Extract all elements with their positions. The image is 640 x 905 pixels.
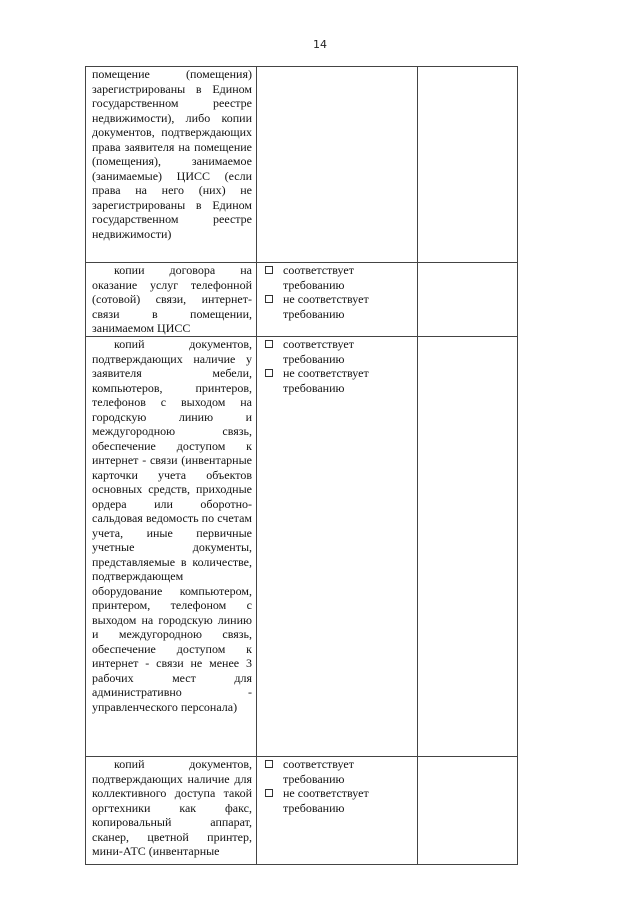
option-label: не соответствует требованию [283, 786, 369, 815]
option-complies [263, 337, 413, 366]
checkbox-not-complies[interactable] [265, 369, 273, 377]
option-not-complies [263, 366, 413, 395]
option-complies [263, 263, 413, 292]
checkbox-complies[interactable] [265, 266, 273, 274]
compliance-options [257, 263, 417, 321]
requirements-table [85, 66, 518, 865]
option-label: соответствует требованию [283, 337, 354, 366]
checkbox-not-complies[interactable] [265, 789, 273, 797]
table-row [86, 263, 518, 337]
option-label: соответствует требованию [283, 263, 354, 292]
compliance-options [257, 337, 417, 395]
option-label: соответствует требованию [283, 757, 354, 786]
option-label: не соответствует требованию [283, 292, 369, 321]
table-row [86, 337, 518, 757]
checkbox-complies[interactable] [265, 760, 273, 768]
checkbox-not-complies[interactable] [265, 295, 273, 303]
table-row [86, 757, 518, 865]
page-number: 14 [313, 38, 327, 51]
compliance-options [257, 757, 417, 815]
checkbox-complies[interactable] [265, 340, 273, 348]
row-description: копии договора на оказание услуг телефонной (сотовой) связи, интернет-связи в помещении, занимаемом ЦИСС [92, 263, 252, 335]
table-row [86, 67, 518, 263]
row-description: помещение (помещения) зарегистрированы в Едином государственном реестре недвижимости), либо копии документов, подтверждающих права заявителя на помещение (помещения), занимаемое (занимаемые) ЦИСС (если права на него (них) не зарегистрированы в Едином государственном реестре недвижимости) [92, 67, 252, 241]
row-description: копий документов, подтверждающих наличие у заявителя мебели, компьютеров, принтеров, телефонов с выходом на городскую линию и междугородною связь, обеспечение доступом к интернет - связи (инвентарные карточки учета объектов основных средств, приходные ордера или оборотно-сальдовая ведомость по счетам учета, иные первичные учетные документы, представляемые в количестве, подтверждающем оборудование компьютером, принтером, телефоном с выходом на городскую линию и междугородною связь, обеспечение доступом к интернет - связи не менее 3 рабочих мест для административно - управленческого персонала) [92, 337, 252, 714]
option-complies [263, 757, 413, 786]
option-not-complies [263, 786, 413, 815]
option-not-complies [263, 292, 413, 321]
row-description: копий документов, подтверждающих наличие для коллективного доступа такой оргтехники как факс, копировальный аппарат, сканер, цветной принтер, мини-АТС (инвентарные [92, 757, 252, 858]
option-label: не соответствует требованию [283, 366, 369, 395]
